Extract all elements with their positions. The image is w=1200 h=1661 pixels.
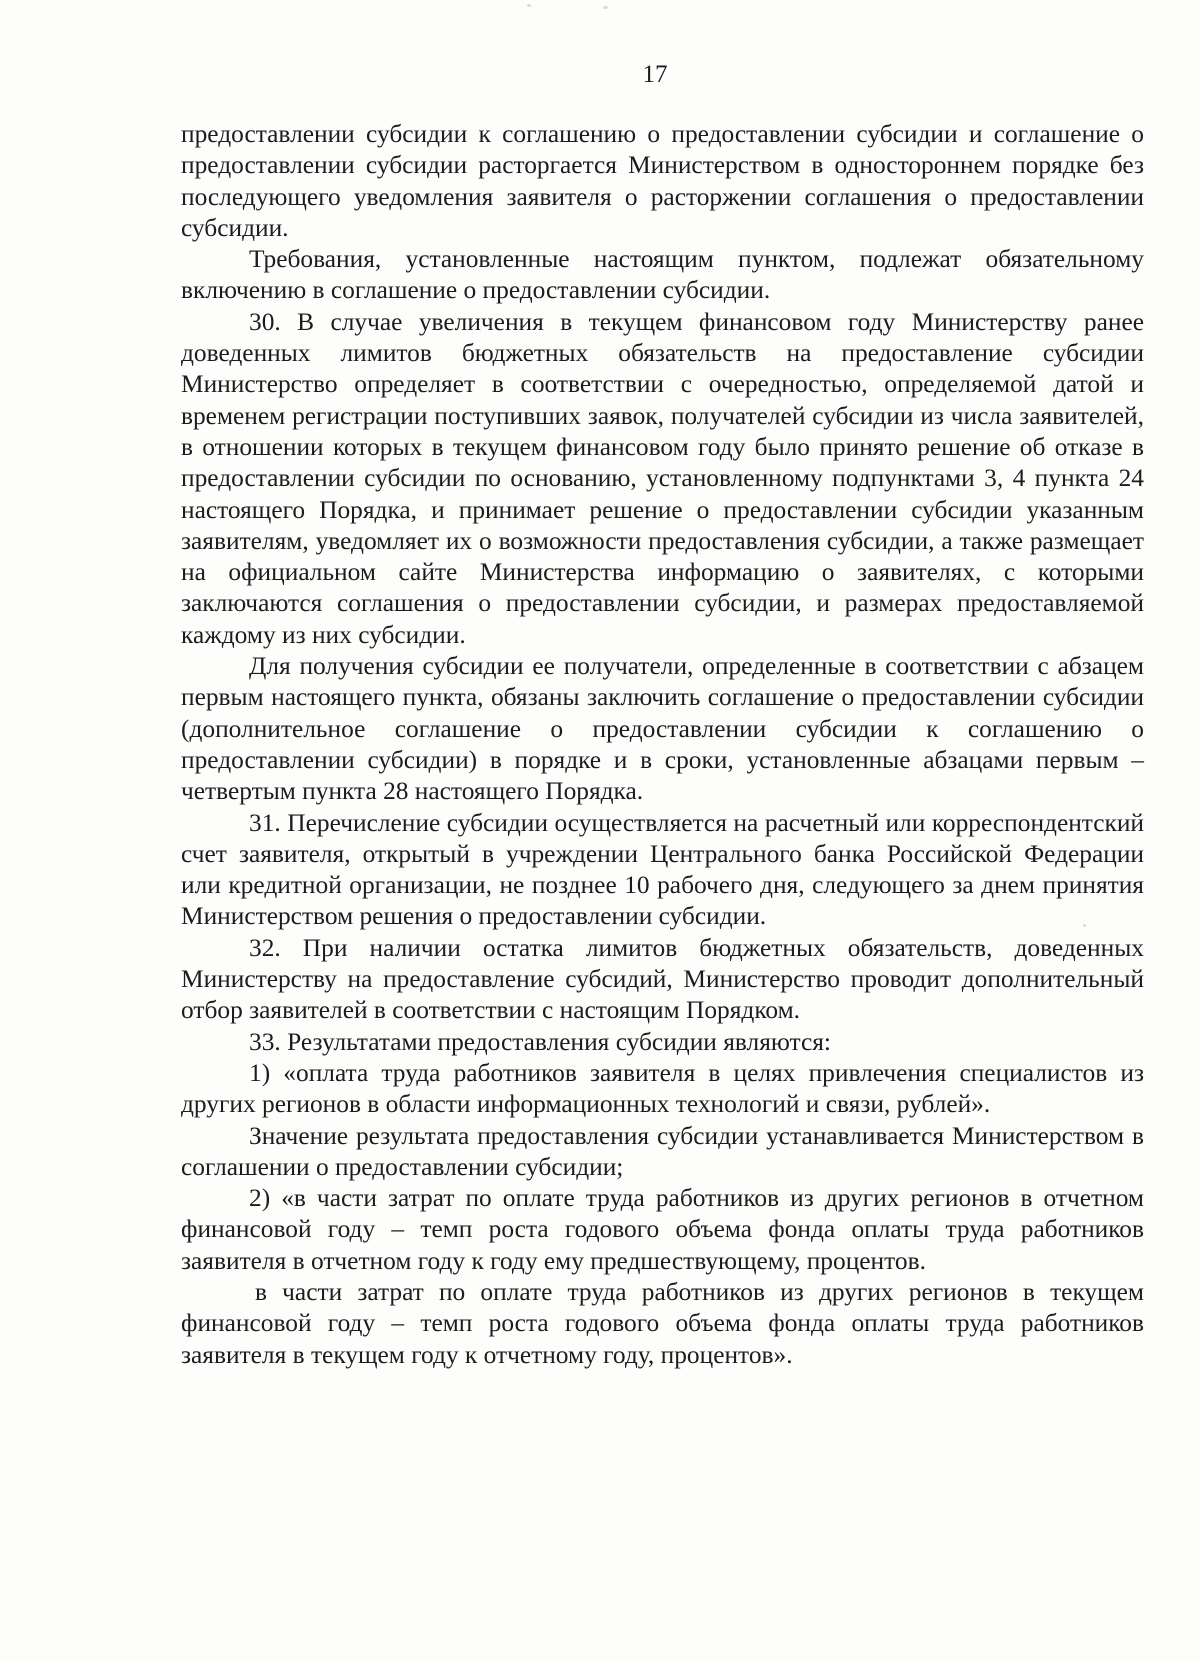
page-number: 17 (642, 61, 668, 88)
scan-speck (527, 4, 531, 7)
paragraph-result-value: Значение результата предоставления субсидии устанавливается Министерством в соглашении о предоставлении субсидии; (181, 1121, 1144, 1181)
document-body (181, 119, 1144, 1371)
paragraph-item-30-continued: Для получения субсидии ее получатели, определенные в соответствии с абзацем первым настоящего пункта, обязаны заключить соглашение о предоставлении субсидии (дополнительное соглашение о предоставлении субсидии к соглашению о предоставлении субсидии) в порядке и в сроки, установленные абзацами первым – четвертым пункта 28 настоящего Порядка. (181, 652, 1144, 806)
paragraph-requirements: Требования, установленные настоящим пунктом, подлежат обязательному включению в соглашение о предоставлении субсидии. (181, 245, 1144, 305)
paragraph-continuation: предоставлении субсидии к соглашению о предоставлении субсидии и соглашение о предоставлении субсидии расторгается Министерством в одностороннем порядке без последующего уведомления заявителя о расторжении соглашения о предоставлении субсидии. (181, 120, 1144, 242)
paragraph-item-32: 32. При наличии остатка лимитов бюджетных обязательств, доведенных Министерству на предоставление субсидий, Министерство проводит дополнительный отбор заявителей в соответствии с настоящим Порядком. (181, 933, 1144, 1025)
paragraph-item-31: 31. Перечисление субсидии осуществляется на расчетный или корреспондентский счет заявителя, открытый в учреждении Центрального банка Российской Федерации или кредитной организации, не позднее 10 рабочего дня, следующего за днем принятия Министерством решения о предоставлении субсидии. (181, 808, 1144, 931)
paragraph-item-30: 30. В случае увеличения в текущем финансовом году Министерству ранее доведенных лимитов бюджетных обязательств на предоставление субсидии Министерство определяет в соответствии с очередностью, определяемой датой и временем регистрации поступивших заявок, получателей субсидии из числа заявителей, в отношении которых в текущем финансовом году было принято решение об отказе в предоставлении субсидии по основанию, установленному подпунктами 3, 4 пункта 24 настоящего Порядка, и принимает решение о предоставлении субсидии указанным заявителям, уведомляет их о возможности предоставления субсидии, а также размещает на официальном сайте Министерства информацию о заявителях, с которыми заключаются соглашения о предоставлении субсидии, и размерах предоставляемой каждому из них субсидии. (181, 307, 1144, 649)
paragraph-item-33-sub-2: 2) «в части затрат по оплате труда работников из других регионов в отчетном финансовой году – темп роста годового объема фонда оплаты труда работников заявителя в отчетном году к году ему предшествующему, процентов. (181, 1184, 1144, 1275)
paragraph-item-33: 33. Результатами предоставления субсидии являются: (249, 1027, 831, 1056)
paragraph-current-year: в части затрат по оплате труда работников из других регионов в текущем финансовой году – темп роста годового объема фонда оплаты труда работников заявителя в текущем году к отчетному году, процентов». (181, 1277, 1144, 1369)
paragraph-item-33-sub-1: 1) «оплата труда работников заявителя в целях привлечения специалистов из других регионов в области информационных технологий и связи, рублей». (181, 1058, 1144, 1119)
scan-speck (603, 6, 608, 9)
